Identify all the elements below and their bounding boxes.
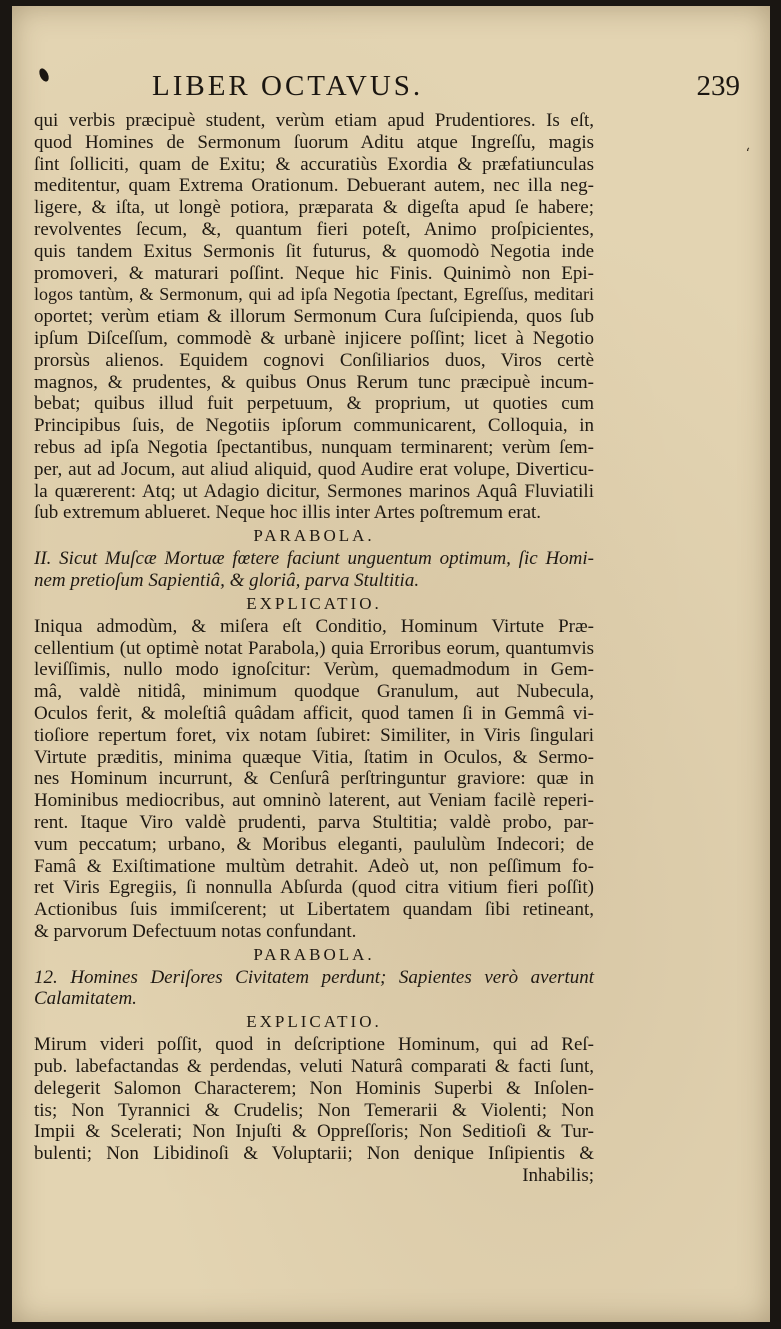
section-heading: PARABOLA. [253,526,375,546]
text-line: ſub extremum ablueret. Neque hoc illis inter Artes poſtremum erat. [34,502,542,524]
text-line: quod Homines de Sermonum ſuorum Aditu atque Ingreſſu, magis [34,131,594,153]
text-line: Mirum videri poſſit, quod in deſcriptione Hominum, qui ad Reſ- [34,1034,594,1056]
margin-mark: ‘ [745,146,750,162]
text-line: cellentium (ut optimè notat Parabola,) quia Erroribus eorum, quantumvis [34,637,594,659]
text-line: ſint ſolliciti, quam de Exitu; & accuratiùs Exordia & præfatiunculas [34,153,594,175]
section-heading: EXPLICATIO. [246,593,382,613]
text-line: bulenti; Non Libidinoſi & Voluptarii; Non denique Inſipientis & [34,1143,594,1165]
text-line: prorsùs alienos. Equidem cognovi Conſiliarios duos, Viros certè [34,349,594,371]
text-line: Principibus ſuis, de Negotiis ipſorum communicarent, Colloquia, in [34,415,594,437]
text-line: Impii & Scelerati; Non Injuſti & Oppreſſoris; Non Seditioſi & Tur- [34,1121,594,1143]
parable-line: 12. Homines Deriſores Civitatem perdunt; Sapientes verò avertunt [34,966,594,988]
text-line: rebus ad ipſa Negotia ſpectantibus, nunquam terminarent; verùm ſem- [34,436,594,458]
text-line: tis; Non Tyrannici & Crudelis; Non Temerarii & Violenti; Non [34,1099,594,1121]
text-line: oportet; verùm etiam & illorum Sermonum Cura ſuſcipienda, quos ſub [34,306,594,328]
page-number: 239 [696,70,740,102]
running-head: LIBER OCTAVUS. [152,70,424,102]
section-heading: PARABOLA. [253,944,375,964]
text-line: leviſſimis, nullo modo ignoſcitur: Verùm, quemadmodum in Gem- [34,659,594,681]
page-header [52,70,740,106]
text-line: Famâ & Exiſtimatione multùm detrahit. Adeò ut, non peſſimum fo- [34,855,594,877]
parable-line: nem pretioſum Sapientiâ, & gloriâ, parva Stultitia. [34,569,420,591]
text-line: magnos, & prudentes, & quibus Onus Rerum tunc præcipuè incum- [34,371,594,393]
text-line: rent. Itaque Viro valdè prudenti, parva Stultitia; valdè probo, par- [34,811,594,833]
text-line: & parvorum Defectuum notas confundant. [34,920,357,942]
text-body [34,110,594,1187]
text-line: pub. labefactandas & perdendas, veluti Naturâ comparati & facti ſunt, [34,1056,594,1078]
text-line: tioſiore repertum foret, vix notam ſubiret: Similiter, in Viris ſingulari [34,724,594,746]
catchword-line: Inhabilis; [522,1165,594,1187]
ink-blot [37,67,50,83]
text-line: Hominibus mediocribus, aut omninò laterent, aut Veniam facilè reperi- [34,790,594,812]
text-line: la quærerent: Atq; ut Adagio dicitur, Sermones marinos Aquâ Fluviatili [34,480,594,502]
text-line: Iniqua admodùm, & miſera eſt Conditio, Hominum Virtute Præ- [34,615,594,637]
text-line: vum peccatum; urbano, & Moribus eleganti, paululùm Indecori; de [34,833,594,855]
text-line: meditentur, quam Extrema Orationum. Debuerant autem, nec illa neg- [34,175,594,197]
text-line: Oculos ferit, & moleſtiâ quâdam afficit, quod tamen ſi in Gemmâ vi- [34,702,594,724]
parable-line: Calamitatem. [34,988,137,1010]
parable-line: II. Sicut Muſcæ Mortuæ fœtere faciunt unguentum optimum, ſic Homi- [34,548,594,570]
section-heading: EXPLICATIO. [246,1012,382,1032]
book-page [12,6,770,1322]
text-line: logos tantùm, & Sermonum, qui ad ipſa Negotia ſpectant, Egreſſus, meditari [34,284,594,305]
text-line: ipſum Diſceſſum, commodè & urbanè injicere poſſint; licet à Negotio [34,327,594,349]
text-line: qui verbis præcipuè student, verùm etiam apud Prudentiores. Is eſt, [34,110,594,131]
text-line: nes Hominum incurrunt, & Cenſurâ perſtringuntur graviore: quæ in [34,768,594,790]
text-line: per, aut ad Jocum, aut aliud aliquid, quod Audire erat volupe, Diverticu- [34,458,594,480]
text-line: ret Viris Egregiis, ſi nonnulla Abſurda (quod citra vitium fieri poſſit) [34,877,594,899]
text-line: delegerit Salomon Characterem; Non Hominis Superbi & Inſolen- [34,1077,594,1099]
text-line: ligere, & iſta, ut longè potiora, præparata & digeſta apud ſe habere; [34,197,594,219]
text-line: mâ, valdè nitidâ, minimum quodque Granulum, aut Nubecula, [34,681,594,703]
text-line: Actionibus ſuis immiſcerent; ut Libertatem quandam ſibi retineant, [34,899,594,921]
text-line: quis tandem Exitus Sermonis ſit futurus, & quomodò Negotia inde [34,240,594,262]
text-line: promoveri, & maturari poſſint. Neque hic Finis. Quinimò non Epi- [34,262,594,284]
text-line: bebat; quibus illud fuit perpetuum, & proprium, ut quoties cum [34,393,594,415]
text-line: revolventes ſecum, &, quantum fieri poteſt, Animo proſpicientes, [34,218,594,240]
text-line: Virtute præditis, minima quæque Vitia, ſtatim in Oculos, & Sermo- [34,746,594,768]
